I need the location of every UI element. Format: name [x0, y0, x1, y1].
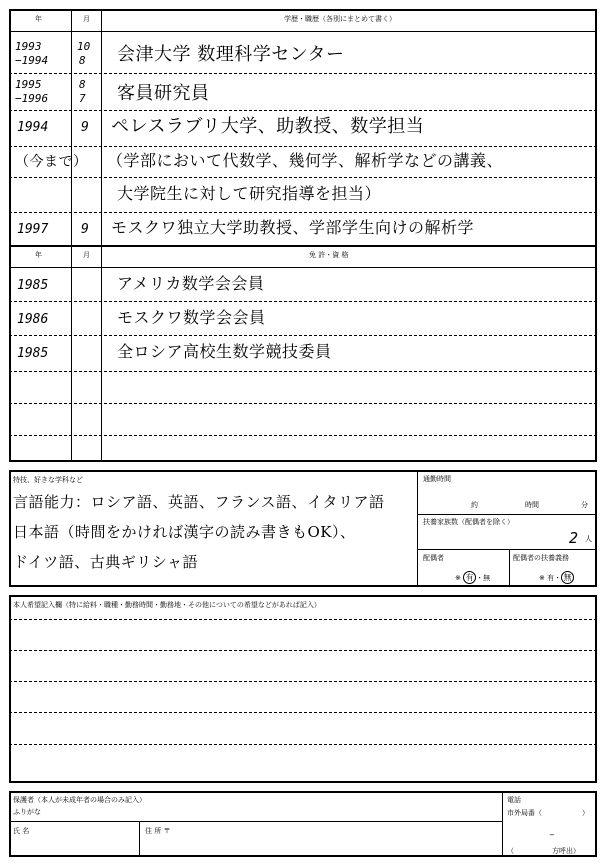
- guardian-contact: [507, 847, 580, 855]
- skills-line-1: 言語能力：ロシア語、英語、フランス語、イタリア語: [13, 493, 385, 511]
- history-year-header: 年: [35, 15, 42, 23]
- history-row-2-year-2: −1996: [15, 92, 49, 105]
- skills-label: 特技、好きな学科など: [13, 476, 83, 484]
- license-row-3-text: 全ロシア高校生数学競技委員: [117, 342, 332, 361]
- spouse-sep: ・: [476, 574, 484, 582]
- spouse-mark: ※: [455, 574, 461, 582]
- spouse-options: [455, 571, 490, 584]
- history-row-6-month: 9: [81, 222, 89, 237]
- history-row-2-year-1: 1995: [15, 78, 42, 91]
- guardian-area-code: [507, 809, 589, 817]
- guardian-phone-dash: −: [549, 831, 555, 839]
- spouse-support-mark: ※: [539, 574, 545, 582]
- spouse-support-label: 配偶者の扶養義務: [513, 554, 569, 562]
- license-year-header: 年: [35, 251, 42, 259]
- history-row-6-year: 1997: [17, 222, 49, 237]
- commute-hours-unit: 時間: [525, 501, 539, 509]
- dependents-unit: 人: [585, 535, 592, 543]
- guardian-name-label: 氏 名: [13, 827, 30, 835]
- history-row-2-month-2: 7: [79, 92, 86, 105]
- skills-line-2: 日本語（時間をかければ漢字の読み書きもOK）、: [13, 523, 356, 541]
- history-row-4-year: （今まで）: [15, 154, 88, 170]
- spouse-support-options: [539, 571, 574, 584]
- dependents-value: 2: [569, 529, 579, 547]
- commute-label: 通勤時間: [423, 475, 451, 483]
- history-row-3-month: 9: [81, 120, 89, 135]
- commute-approx: 約: [471, 501, 478, 509]
- license-row-1-year: 1985: [17, 278, 49, 293]
- license-row-2-year: 1986: [17, 312, 49, 327]
- guardian-address-label: 住 所 〒: [145, 827, 171, 835]
- history-row-6-text: モスクワ独立大学助教授、学部学生向けの解析学: [111, 218, 475, 237]
- spouse-yes-circled: 有: [463, 571, 476, 584]
- guardian-label: 保護者（本人が未成年者の場合のみ記入）: [13, 796, 146, 804]
- license-month-header: 月: [83, 251, 90, 259]
- commute-minutes-unit: 分: [581, 501, 588, 509]
- license-title-header: 免 許・資 格: [309, 251, 349, 259]
- history-row-5-text: 大学院生に対して研究指導を担当）: [117, 184, 382, 203]
- history-row-1-month-2: 8: [79, 54, 86, 67]
- spouse-no: 無: [483, 574, 491, 582]
- license-row-3-year: 1985: [17, 346, 49, 361]
- resume-sheet: [9, 9, 597, 857]
- guardian-furigana: ふりがな: [13, 808, 41, 816]
- history-title-header: 学歴・職歴（各別にまとめて書く）: [284, 15, 396, 23]
- spouse-support-sep: ・: [554, 574, 562, 582]
- dependents-label: 扶養家族数（配偶者を除く）: [423, 518, 514, 526]
- wishes-section: [9, 595, 597, 783]
- spouse-support-no-circled: 無: [561, 571, 574, 584]
- history-month-header: 月: [83, 15, 90, 23]
- guardian-area-code-close: ）: [582, 809, 589, 817]
- guardian-area-code-label: 市外局番（: [507, 809, 542, 817]
- license-row-2-text: モスクワ数学会会員: [117, 308, 266, 327]
- license-row-1-text: アメリカ数学会会員: [117, 274, 265, 293]
- history-row-1-text: 会津大学 数理科学センター: [117, 44, 345, 65]
- guardian-phone-label: 電話: [507, 796, 521, 804]
- history-row-1-year-1: 1993: [15, 40, 42, 53]
- history-row-2-text: 客員研究員: [117, 83, 210, 104]
- history-row-3-year: 1994: [17, 120, 49, 135]
- skills-line-3: ドイツ語、古典ギリシャ語: [13, 553, 198, 571]
- wishes-label: 本人希望記入欄（特に給料・職種・勤務時間・勤務地・その他についての希望などがあれば記入）: [13, 601, 321, 609]
- spouse-label: 配偶者: [423, 554, 444, 562]
- history-row-2-month-1: 8: [79, 78, 86, 91]
- spouse-support-yes: 有: [547, 574, 555, 582]
- guardian-contact-label: 方呼出）: [552, 847, 580, 855]
- history-row-4-text: （学部において代数学、幾何学、解析学などの講義、: [107, 151, 504, 170]
- guardian-contact-open: （: [507, 847, 514, 855]
- history-row-1-month-1: 10: [77, 40, 91, 53]
- history-row-3-text: ペレスラブリ大学、助教授、数学担当: [111, 116, 425, 137]
- history-row-1-year-2: −1994: [15, 54, 49, 67]
